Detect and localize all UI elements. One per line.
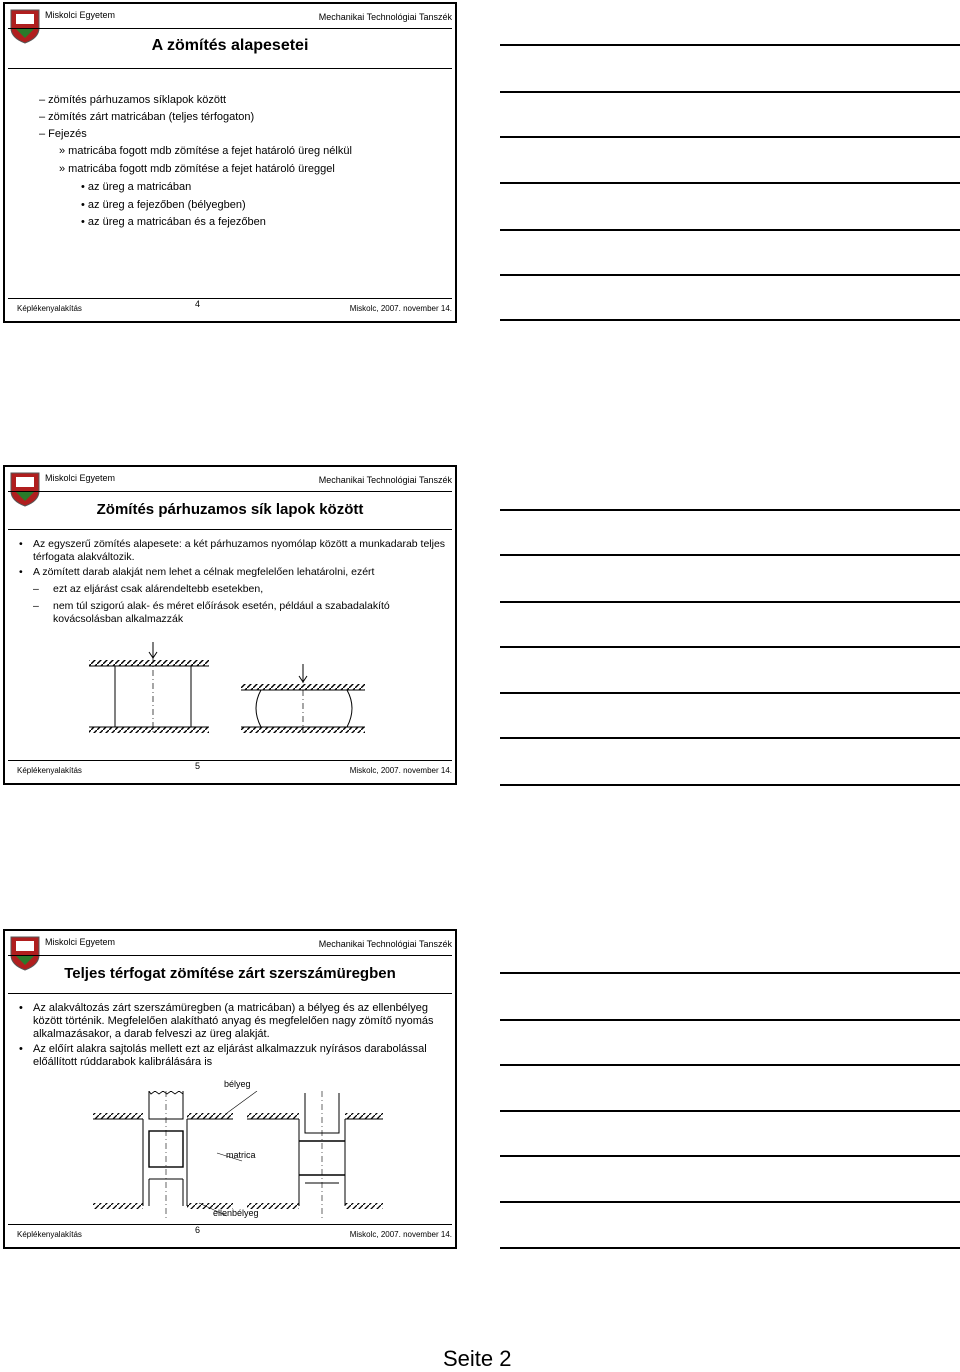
list-item: – Fejezés [39, 128, 87, 140]
bullet-item: • Az egyszerű zömítés alapesete: a két párhuzamos nyomólap között a munkadarab teljes térfogata alakváltozik. [19, 538, 446, 563]
slide-number: 4 [195, 299, 201, 309]
bullet-text: Az egyszerű zömítés alapesete: a két párhuzamos nyomólap között a munkadarab teljes térfogata alakváltozik. [33, 538, 446, 563]
list-item: – zömítés párhuzamos síklapok között [39, 94, 227, 106]
university-name: Miskolci Egyetem [45, 10, 116, 20]
note-line [500, 136, 960, 138]
slide-title: Zömítés párhuzamos sík lapok között [96, 501, 364, 518]
sub-item: – nem túl szigorú alak- és méret előírások esetén, például a szabadalakító kovácsolásban alkalmazzák [19, 600, 447, 626]
list-item: » matricába fogott mdb zömítése a fejet határoló üreggel [59, 163, 335, 175]
note-line [500, 601, 960, 603]
sub-text: ezt az eljárást csak alárendeltebb esetekben, [53, 583, 264, 595]
list-item: » matricába fogott mdb zömítése a fejet határoló üreg nélkül [59, 145, 352, 157]
footer-course: Képlékenyalakítás [17, 304, 82, 313]
department-name: Mechanikai Technológiai Tanszék [318, 939, 452, 949]
footer-rule [8, 760, 452, 761]
note-line [500, 1247, 960, 1249]
label-ellenbelyeg: ellenbélyeg [213, 1208, 259, 1218]
list-item: • az üreg a matricában [81, 181, 192, 193]
sub-text: nem túl szigorú alak- és méret előírások esetén, például a szabadalakító kovácsolásban alkalmazzák [53, 600, 390, 625]
slide-body [19, 1002, 447, 1071]
bullet-item: • Az alakváltozás zárt szerszámüregben (a matricában) a bélyeg és az ellenbélyeg között történik. Megfelelően alakítható anyag és megfelelően nagy zömítő nyomás alkalmazásakor, a darab felveszi az üreg alakját. [19, 1002, 447, 1041]
note-line [500, 972, 960, 974]
note-line [500, 737, 960, 739]
note-line [500, 1201, 960, 1203]
footer-course: Képlékenyalakítás [17, 1230, 82, 1239]
note-line [500, 1155, 960, 1157]
university-name: Miskolci Egyetem [45, 473, 116, 483]
note-line [500, 554, 960, 556]
footer-date: Miskolc, 2007. november 14. [349, 1230, 452, 1239]
slide-6 [3, 929, 457, 1249]
slide-5 [3, 465, 457, 785]
footer-rule [8, 298, 452, 299]
header-rule [8, 28, 452, 29]
note-line [500, 1019, 960, 1021]
slide-body [19, 538, 447, 626]
department-name: Mechanikai Technológiai Tanszék [318, 475, 452, 485]
note-line [500, 44, 960, 46]
page-number: Seite 2 [443, 1346, 512, 1371]
slide-number: 5 [195, 761, 201, 771]
bullet-text: Az alakváltozás zárt szerszámüregben (a matricában) a bélyeg és az ellenbélyeg között történik. Megfelelően alakítható anyag és megfelelően nagy zömítő nyomás alkalmazásakor, a darab felveszi az üreg alakját. [33, 1002, 434, 1040]
title-rule [8, 529, 452, 530]
note-line [500, 274, 960, 276]
note-line [500, 1064, 960, 1066]
note-line [500, 784, 960, 786]
bullet-text: A zömített darab alakját nem lehet a célnak megfelelően lehatárolni, ezért [33, 566, 375, 578]
footer-rule [8, 1224, 452, 1225]
note-line [500, 91, 960, 93]
title-rule [8, 68, 452, 69]
header-rule [8, 955, 452, 956]
header-rule [8, 491, 452, 492]
department-name: Mechanikai Technológiai Tanszék [318, 12, 452, 22]
label-matrica: matrica [226, 1150, 256, 1160]
bullet-item: • Az előírt alakra sajtolás mellett ezt az eljárást alkalmazzuk nyírásos darabolással előállított rúddarabok kalibrálására is [19, 1043, 447, 1069]
sub-item: – ezt az eljárást csak alárendeltebb esetekben, [33, 583, 264, 595]
footer-course: Képlékenyalakítás [17, 766, 82, 775]
footer-date: Miskolc, 2007. november 14. [349, 304, 452, 313]
bullet-item: • A zömített darab alakját nem lehet a célnak megfelelően lehatárolni, ezért [19, 566, 375, 578]
label-belyeg: bélyeg [224, 1079, 251, 1089]
title-rule [8, 993, 452, 994]
university-name: Miskolci Egyetem [45, 937, 116, 947]
note-line [500, 229, 960, 231]
note-line [500, 182, 960, 184]
note-line [500, 1110, 960, 1112]
bullet-text: Az előírt alakra sajtolás mellett ezt az eljárást alkalmazzuk nyírásos darabolással előállított rúddarabok kalibrálására is [33, 1043, 427, 1068]
note-line [500, 646, 960, 648]
note-line [500, 692, 960, 694]
upsetting-diagram [85, 640, 375, 735]
slide-title: A zömítés alapesetei [151, 37, 309, 54]
footer-date: Miskolc, 2007. november 14. [349, 766, 452, 775]
slide-4 [3, 2, 457, 323]
list-item: – zömítés zárt matricában (teljes térfogaton) [39, 111, 255, 123]
note-line [500, 319, 960, 321]
list-item: • az üreg a matricában és a fejezőben [81, 216, 266, 228]
slide-number: 6 [195, 1225, 201, 1235]
slide-title: Teljes térfogat zömítése zárt szerszámüregben [64, 965, 396, 982]
list-item: • az üreg a fejezőben (bélyegben) [81, 199, 246, 211]
note-line [500, 509, 960, 511]
